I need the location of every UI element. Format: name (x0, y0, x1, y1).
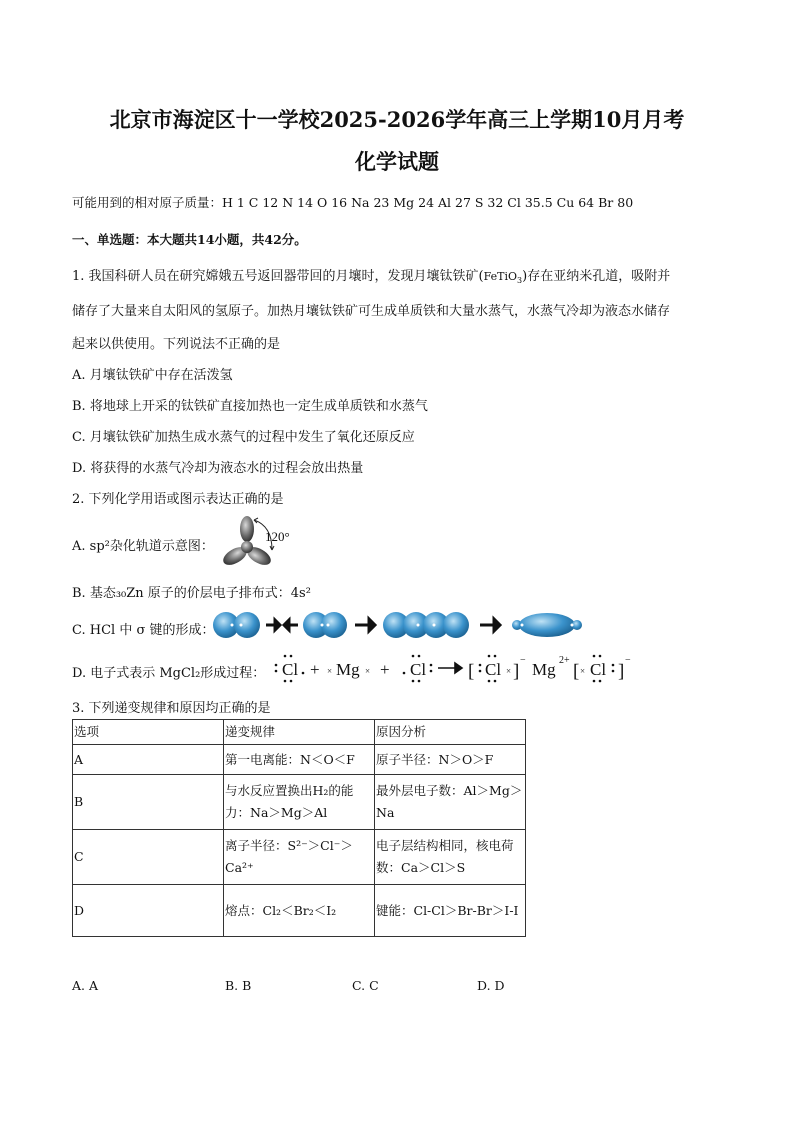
cl-atom-1: Cl (282, 660, 299, 679)
q1-line1-b: )存在亚纳米孔道，吸附并 (522, 269, 671, 284)
q3-table (72, 719, 526, 937)
svg-text:×: × (580, 666, 586, 676)
cl-atom-2: Cl (410, 660, 427, 679)
cl-ion-1-charge: − (520, 655, 526, 666)
row-a-rule: 第一电离能：N＜O＜F (224, 745, 375, 775)
header-reason: 原因分析 (375, 720, 526, 745)
sp2-orbital-diagram (214, 514, 304, 572)
header-option: 选项 (73, 720, 224, 745)
hcl-sigma-bond-diagram (212, 609, 592, 641)
q2-option-b: B. 基态₃₀Zn 原子的价层电子排布式：4s² (72, 586, 311, 601)
row-c-rule: 离子半径：S²⁻＞Cl⁻＞Ca²⁺ (224, 830, 375, 885)
mg-atom: Mg (336, 660, 360, 679)
svg-text:[: [ (468, 661, 475, 682)
q1-option-c: C. 月壤钛铁矿加热生成水蒸气的过程中发生了氧化还原反应 (72, 430, 415, 445)
section-header: 一、单选题：本大题共14小题，共42分。 (72, 232, 307, 247)
row-a-reason: 原子半径：N＞O＞F (375, 745, 526, 775)
row-c-option: C (73, 830, 224, 885)
plus-2: + (380, 660, 390, 679)
row-d-rule: 熔点：Cl₂＜Br₂＜I₂ (224, 885, 375, 937)
svg-text:×: × (506, 666, 512, 676)
q2-option-c: C. HCl 中 σ 键的形成： (72, 623, 215, 638)
table-row (73, 745, 526, 775)
plus-1: + (310, 660, 320, 679)
svg-text:×: × (327, 666, 333, 676)
q3-answer-b: B. B (225, 978, 252, 993)
table-row (73, 830, 526, 885)
angle-label: 120° (265, 529, 290, 544)
mg-ion-charge: 2+ (559, 655, 570, 666)
q1-option-a: A. 月壤钛铁矿中存在活泼氢 (72, 368, 233, 383)
paper-subtitle: 化学试题 (355, 149, 439, 174)
q3-answer-a: A. A (72, 978, 99, 993)
svg-text:]: ] (618, 661, 625, 682)
row-a-option: A (73, 745, 224, 775)
q3-answer-d: D. D (477, 978, 505, 993)
q1-line3: 起来以供使用。下列说法不正确的是 (72, 337, 281, 352)
q1-formula: FeTiO$_3$ (483, 270, 523, 286)
table-header-row (73, 720, 526, 745)
cl-ion-1: Cl (485, 660, 502, 679)
row-d-reason: 键能：Cl-Cl＞Br-Br＞I-I (375, 885, 526, 937)
atomic-masses: 可能用到的相对原子质量：H 1 C 12 N 14 O 16 Na 23 Mg 24 Al 27 S 32 Cl 35.5 Cu 64 Br 80 (72, 195, 634, 210)
q2-option-a: A. sp²杂化轨道示意图： (72, 539, 214, 554)
q3-stem: 3. 下列递变规律和原因均正确的是 (72, 701, 271, 716)
paper-title: 北京市海淀区十一学校2025-2026学年高三上学期10月月考 (109, 107, 685, 132)
q1-line2: 储存了大量来自太阳风的氢原子。加热月壤钛铁矿可生成单质铁和大量水蒸气，水蒸气冷却为液态水储存 (72, 304, 671, 319)
q1-option-b: B. 将地球上开采的钛铁矿直接加热也一定生成单质铁和水蒸气 (72, 399, 428, 414)
table-row (73, 885, 526, 937)
row-c-reason: 电子层结构相同，核电荷数：Ca＞Cl＞S (375, 830, 526, 885)
row-b-rule: 与水反应置换出H₂的能力：Na＞Mg＞Al (224, 775, 375, 830)
q2-stem: 2. 下列化学用语或图示表达正确的是 (72, 492, 284, 507)
svg-text:[: [ (573, 661, 580, 682)
q3-answer-c: C. C (352, 978, 379, 993)
row-b-reason: 最外层电子数：Al＞Mg＞Na (375, 775, 526, 830)
q1-option-d: D. 将获得的水蒸气冷却为液态水的过程会放出热量 (72, 461, 364, 476)
row-d-option: D (73, 885, 224, 937)
q1-line1 (72, 265, 670, 285)
svg-text:]: ] (513, 661, 520, 682)
svg-text:×: × (365, 666, 371, 676)
cl-ion-2-charge: − (625, 655, 631, 666)
mg-ion: Mg (532, 660, 556, 679)
cl-ion-2: Cl (590, 660, 607, 679)
row-b-option: B (73, 775, 224, 830)
q1-line1-a: 1. 我国科研人员在研究嫦娥五号返回器带回的月壤时，发现月壤钛铁矿( (72, 269, 484, 284)
q2-option-d: D. 电子式表示 MgCl₂形成过程： (72, 666, 266, 681)
header-rule: 递变规律 (224, 720, 375, 745)
mgcl2-formation-diagram (270, 651, 640, 685)
table-row (73, 775, 526, 830)
